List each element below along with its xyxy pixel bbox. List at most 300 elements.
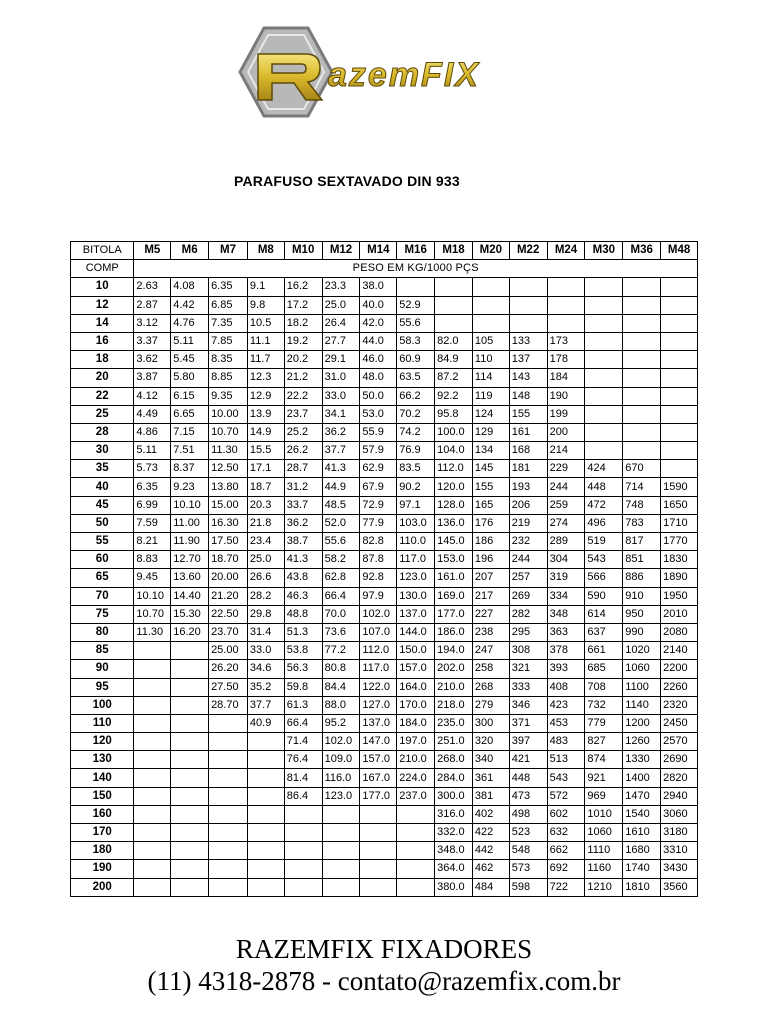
table-row bbox=[71, 460, 698, 478]
weight-cell: 12.50 bbox=[209, 460, 248, 478]
weight-cell bbox=[171, 696, 209, 714]
weight-cell: 8.85 bbox=[209, 369, 248, 387]
length-cell: 200 bbox=[71, 878, 134, 896]
weight-cell: 177.0 bbox=[435, 605, 473, 623]
weight-cell: 2200 bbox=[661, 660, 698, 678]
weight-cell: 210.0 bbox=[397, 751, 435, 769]
weight-cell: 334 bbox=[547, 587, 585, 605]
weight-cell: 97.1 bbox=[397, 496, 435, 514]
weight-cell: 26.20 bbox=[209, 660, 248, 678]
weight-cell: 2140 bbox=[661, 642, 698, 660]
weight-cell bbox=[585, 423, 623, 441]
weight-cell: 199 bbox=[547, 405, 585, 423]
weight-cell: 421 bbox=[509, 751, 547, 769]
weight-cell: 11.90 bbox=[171, 533, 209, 551]
weight-cell: 19.2 bbox=[284, 332, 322, 350]
weight-cell: 573 bbox=[509, 860, 547, 878]
weight-cell bbox=[209, 769, 248, 787]
weight-cell: 295 bbox=[509, 623, 547, 641]
weight-cell: 269 bbox=[509, 587, 547, 605]
length-cell: 14 bbox=[71, 314, 134, 332]
weight-cell: 26.2 bbox=[284, 442, 322, 460]
weight-cell: 8.21 bbox=[134, 533, 171, 551]
weight-cell: 21.2 bbox=[284, 369, 322, 387]
table-row bbox=[71, 878, 698, 896]
weight-cell: 178 bbox=[547, 351, 585, 369]
weight-cell: 100.0 bbox=[435, 423, 473, 441]
weight-cell: 282 bbox=[509, 605, 547, 623]
weight-cell: 147.0 bbox=[360, 733, 397, 751]
weight-cell: 167.0 bbox=[360, 769, 397, 787]
weight-cell bbox=[171, 733, 209, 751]
weight-cell: 498 bbox=[509, 805, 547, 823]
weight-cell: 66.4 bbox=[284, 714, 322, 732]
weight-cell bbox=[171, 751, 209, 769]
weight-cell: 28.2 bbox=[247, 587, 284, 605]
weight-cell: 73.6 bbox=[322, 623, 360, 641]
length-cell: 150 bbox=[71, 787, 134, 805]
weight-cell: 5.11 bbox=[134, 442, 171, 460]
weight-cell: 84.4 bbox=[322, 678, 360, 696]
weight-cell bbox=[171, 805, 209, 823]
weight-cell: 48.8 bbox=[284, 605, 322, 623]
comp-row bbox=[71, 260, 698, 278]
weight-cell: 15.00 bbox=[209, 496, 248, 514]
bitola-header: BITOLA bbox=[71, 242, 134, 260]
weight-cell bbox=[134, 878, 171, 896]
weight-cell: 164.0 bbox=[397, 678, 435, 696]
weight-cell: 1680 bbox=[623, 842, 661, 860]
weight-cell: 637 bbox=[585, 623, 623, 641]
weight-cell: 235.0 bbox=[435, 714, 473, 732]
weight-cell: 6.99 bbox=[134, 496, 171, 514]
weight-cell: 102.0 bbox=[322, 733, 360, 751]
weight-cell: 247 bbox=[472, 642, 509, 660]
table-row bbox=[71, 842, 698, 860]
weight-cell: 969 bbox=[585, 787, 623, 805]
weight-cell: 137.0 bbox=[360, 714, 397, 732]
weight-cell: 5.11 bbox=[171, 332, 209, 350]
table-row bbox=[71, 860, 698, 878]
weight-cell bbox=[322, 824, 360, 842]
length-cell: 22 bbox=[71, 387, 134, 405]
weight-cell: 155 bbox=[509, 405, 547, 423]
weight-cell: 9.8 bbox=[247, 296, 284, 314]
length-cell: 110 bbox=[71, 714, 134, 732]
weight-cell: 112.0 bbox=[435, 460, 473, 478]
column-header: M10 bbox=[284, 242, 322, 260]
weight-cell: 128.0 bbox=[435, 496, 473, 514]
weight-cell: 685 bbox=[585, 660, 623, 678]
weight-cell: 18.7 bbox=[247, 478, 284, 496]
weight-cell bbox=[209, 751, 248, 769]
weight-cell: 1610 bbox=[623, 824, 661, 842]
weight-cell bbox=[209, 787, 248, 805]
weight-cell: 76.9 bbox=[397, 442, 435, 460]
weight-cell: 15.5 bbox=[247, 442, 284, 460]
weight-cell: 2570 bbox=[661, 733, 698, 751]
weight-cell: 41.3 bbox=[322, 460, 360, 478]
weight-cell: 300 bbox=[472, 714, 509, 732]
weight-cell bbox=[171, 678, 209, 696]
weight-cell: 9.23 bbox=[171, 478, 209, 496]
weight-cell: 227 bbox=[472, 605, 509, 623]
weight-cell: 77.9 bbox=[360, 514, 397, 532]
weight-cell: 874 bbox=[585, 751, 623, 769]
weight-cell bbox=[397, 860, 435, 878]
weight-cell: 316.0 bbox=[435, 805, 473, 823]
weight-cell: 200 bbox=[547, 423, 585, 441]
weight-cell: 238 bbox=[472, 623, 509, 641]
weight-cell: 2820 bbox=[661, 769, 698, 787]
weight-cell: 17.2 bbox=[284, 296, 322, 314]
weight-cell: 1470 bbox=[623, 787, 661, 805]
column-header: M8 bbox=[247, 242, 284, 260]
weight-cell: 1590 bbox=[661, 478, 698, 496]
weight-cell: 194.0 bbox=[435, 642, 473, 660]
weight-cell: 196 bbox=[472, 551, 509, 569]
weight-cell bbox=[209, 824, 248, 842]
weight-cell: 37.7 bbox=[247, 696, 284, 714]
weight-cell: 8.83 bbox=[134, 551, 171, 569]
weight-cell: 58.3 bbox=[397, 332, 435, 350]
weight-cell bbox=[661, 314, 698, 332]
weight-cell: 190 bbox=[547, 387, 585, 405]
weight-cell: 26.6 bbox=[247, 569, 284, 587]
weight-cell: 134 bbox=[472, 442, 509, 460]
weight-cell bbox=[209, 733, 248, 751]
weight-cell: 1060 bbox=[623, 660, 661, 678]
length-cell: 28 bbox=[71, 423, 134, 441]
weight-cell: 6.65 bbox=[171, 405, 209, 423]
weight-cell: 92.8 bbox=[360, 569, 397, 587]
weight-cell: 110 bbox=[472, 351, 509, 369]
weight-cell: 119 bbox=[472, 387, 509, 405]
weight-cell bbox=[360, 860, 397, 878]
weight-cell: 186 bbox=[472, 533, 509, 551]
length-cell: 85 bbox=[71, 642, 134, 660]
weight-cell: 16.2 bbox=[284, 278, 322, 296]
weight-cell: 58.2 bbox=[322, 551, 360, 569]
table-row bbox=[71, 587, 698, 605]
weight-cell: 17.50 bbox=[209, 533, 248, 551]
weight-cell bbox=[623, 442, 661, 460]
weight-cell: 25.00 bbox=[209, 642, 248, 660]
column-header: M48 bbox=[661, 242, 698, 260]
weight-cell: 16.30 bbox=[209, 514, 248, 532]
weight-cell bbox=[134, 842, 171, 860]
weight-cell: 33.0 bbox=[322, 387, 360, 405]
weight-cell: 333 bbox=[509, 678, 547, 696]
weight-cell: 3430 bbox=[661, 860, 698, 878]
weight-cell: 1740 bbox=[623, 860, 661, 878]
weight-cell: 408 bbox=[547, 678, 585, 696]
table-row bbox=[71, 678, 698, 696]
weight-cell: 7.35 bbox=[209, 314, 248, 332]
weight-cell: 148 bbox=[509, 387, 547, 405]
weight-cell: 572 bbox=[547, 787, 585, 805]
weight-cell: 496 bbox=[585, 514, 623, 532]
weight-cell bbox=[134, 860, 171, 878]
column-header: M7 bbox=[209, 242, 248, 260]
weight-cell: 244 bbox=[509, 551, 547, 569]
weight-cell bbox=[472, 314, 509, 332]
weight-cell bbox=[472, 296, 509, 314]
length-cell: 10 bbox=[71, 278, 134, 296]
weight-cell: 748 bbox=[623, 496, 661, 514]
weight-cell bbox=[397, 805, 435, 823]
weight-cell: 82.8 bbox=[360, 533, 397, 551]
weight-cell: 123.0 bbox=[322, 787, 360, 805]
weight-cell: 52.9 bbox=[397, 296, 435, 314]
weight-cell: 34.6 bbox=[247, 660, 284, 678]
weight-cell: 257 bbox=[509, 569, 547, 587]
weight-cell: 70.0 bbox=[322, 605, 360, 623]
weight-cell: 56.3 bbox=[284, 660, 322, 678]
weight-cell: 10.70 bbox=[209, 423, 248, 441]
weight-cell: 14.40 bbox=[171, 587, 209, 605]
weight-cell: 50.0 bbox=[360, 387, 397, 405]
weight-cell: 442 bbox=[472, 842, 509, 860]
weight-cell: 16.20 bbox=[171, 623, 209, 641]
weight-cell: 20.3 bbox=[247, 496, 284, 514]
weight-cell: 20.2 bbox=[284, 351, 322, 369]
weight-cell: 109.0 bbox=[322, 751, 360, 769]
weight-cell: 462 bbox=[472, 860, 509, 878]
weight-cell bbox=[661, 442, 698, 460]
weight-cell: 513 bbox=[547, 751, 585, 769]
weight-cell bbox=[623, 296, 661, 314]
weight-cell bbox=[171, 842, 209, 860]
weight-cell: 670 bbox=[623, 460, 661, 478]
weight-cell: 2450 bbox=[661, 714, 698, 732]
length-cell: 60 bbox=[71, 551, 134, 569]
length-cell: 95 bbox=[71, 678, 134, 696]
length-cell: 45 bbox=[71, 496, 134, 514]
weight-cell: 123.0 bbox=[397, 569, 435, 587]
weight-cell: 3310 bbox=[661, 842, 698, 860]
table-body bbox=[71, 242, 698, 897]
weight-cell: 4.08 bbox=[171, 278, 209, 296]
weight-cell bbox=[171, 824, 209, 842]
weight-cell bbox=[397, 878, 435, 896]
weight-cell: 274 bbox=[547, 514, 585, 532]
weight-cell: 20.00 bbox=[209, 569, 248, 587]
weight-cell: 52.0 bbox=[322, 514, 360, 532]
length-cell: 190 bbox=[71, 860, 134, 878]
weight-cell: 2940 bbox=[661, 787, 698, 805]
weight-cell: 10.00 bbox=[209, 405, 248, 423]
weight-cell bbox=[247, 860, 284, 878]
column-header: M6 bbox=[171, 242, 209, 260]
weight-cell: 150.0 bbox=[397, 642, 435, 660]
weight-cell bbox=[209, 714, 248, 732]
weight-cell: 1200 bbox=[623, 714, 661, 732]
weight-cell: 36.2 bbox=[322, 423, 360, 441]
table-row bbox=[71, 824, 698, 842]
weight-cell bbox=[134, 751, 171, 769]
weight-cell bbox=[134, 714, 171, 732]
table-row bbox=[71, 605, 698, 623]
weight-cell: 483 bbox=[547, 733, 585, 751]
weight-cell: 10.70 bbox=[134, 605, 171, 623]
weight-cell bbox=[247, 769, 284, 787]
weight-cell bbox=[209, 842, 248, 860]
weight-cell bbox=[585, 369, 623, 387]
weight-cell: 732 bbox=[585, 696, 623, 714]
weight-cell: 348.0 bbox=[435, 842, 473, 860]
table-row bbox=[71, 496, 698, 514]
weight-cell bbox=[623, 423, 661, 441]
weight-cell: 2080 bbox=[661, 623, 698, 641]
weight-cell: 268 bbox=[472, 678, 509, 696]
weight-cell: 1010 bbox=[585, 805, 623, 823]
weight-cell: 661 bbox=[585, 642, 623, 660]
weight-cell: 289 bbox=[547, 533, 585, 551]
weight-cell bbox=[585, 278, 623, 296]
weight-cell: 519 bbox=[585, 533, 623, 551]
table-row bbox=[71, 660, 698, 678]
weight-cell: 28.70 bbox=[209, 696, 248, 714]
weight-cell: 107.0 bbox=[360, 623, 397, 641]
weight-cell bbox=[247, 878, 284, 896]
weight-cell bbox=[322, 842, 360, 860]
weight-cell: 484 bbox=[472, 878, 509, 896]
weight-cell: 60.9 bbox=[397, 351, 435, 369]
length-cell: 30 bbox=[71, 442, 134, 460]
weight-cell: 206 bbox=[509, 496, 547, 514]
weight-cell: 137.0 bbox=[397, 605, 435, 623]
weight-cell bbox=[134, 660, 171, 678]
weight-cell: 31.4 bbox=[247, 623, 284, 641]
weight-cell: 268.0 bbox=[435, 751, 473, 769]
weight-cell: 97.9 bbox=[360, 587, 397, 605]
weight-cell bbox=[322, 805, 360, 823]
weight-cell: 5.73 bbox=[134, 460, 171, 478]
weight-cell: 402 bbox=[472, 805, 509, 823]
weight-cell: 21.20 bbox=[209, 587, 248, 605]
weight-cell: 48.5 bbox=[322, 496, 360, 514]
weight-cell: 143 bbox=[509, 369, 547, 387]
weight-cell: 279 bbox=[472, 696, 509, 714]
weight-cell: 237.0 bbox=[397, 787, 435, 805]
weight-cell: 81.4 bbox=[284, 769, 322, 787]
weight-cell bbox=[134, 805, 171, 823]
weight-cell: 251.0 bbox=[435, 733, 473, 751]
weight-cell: 29.1 bbox=[322, 351, 360, 369]
weight-cell bbox=[661, 351, 698, 369]
weight-cell bbox=[134, 769, 171, 787]
weight-cell: 779 bbox=[585, 714, 623, 732]
weight-cell: 229 bbox=[547, 460, 585, 478]
weight-cell bbox=[171, 860, 209, 878]
length-cell: 80 bbox=[71, 623, 134, 641]
weight-cell: 74.2 bbox=[397, 423, 435, 441]
weight-cell bbox=[623, 405, 661, 423]
weight-cell: 207 bbox=[472, 569, 509, 587]
table-row bbox=[71, 642, 698, 660]
header-row bbox=[71, 242, 698, 260]
column-header: M24 bbox=[547, 242, 585, 260]
weight-cell: 692 bbox=[547, 860, 585, 878]
weight-cell: 124 bbox=[472, 405, 509, 423]
weight-cell bbox=[623, 314, 661, 332]
weight-cell bbox=[623, 278, 661, 296]
weight-cell: 117.0 bbox=[397, 551, 435, 569]
weight-cell: 453 bbox=[547, 714, 585, 732]
weight-cell: 33.7 bbox=[284, 496, 322, 514]
weight-cell bbox=[209, 878, 248, 896]
column-header: M36 bbox=[623, 242, 661, 260]
weight-cell: 6.85 bbox=[209, 296, 248, 314]
weight-cell: 714 bbox=[623, 478, 661, 496]
weight-cell: 116.0 bbox=[322, 769, 360, 787]
weight-cell: 95.2 bbox=[322, 714, 360, 732]
weight-cell bbox=[509, 278, 547, 296]
weight-cell bbox=[509, 296, 547, 314]
table-row bbox=[71, 551, 698, 569]
weight-cell: 11.00 bbox=[171, 514, 209, 532]
weight-cell: 157.0 bbox=[360, 751, 397, 769]
weight-cell: 102.0 bbox=[360, 605, 397, 623]
weight-cell: 105 bbox=[472, 332, 509, 350]
length-cell: 160 bbox=[71, 805, 134, 823]
weight-cell: 11.1 bbox=[247, 332, 284, 350]
weight-cell: 137 bbox=[509, 351, 547, 369]
weight-cell: 37.7 bbox=[322, 442, 360, 460]
weight-cell: 4.49 bbox=[134, 405, 171, 423]
weight-cell bbox=[623, 351, 661, 369]
weight-cell: 14.9 bbox=[247, 423, 284, 441]
weight-cell bbox=[585, 387, 623, 405]
weight-cell bbox=[661, 387, 698, 405]
table-row bbox=[71, 278, 698, 296]
weight-cell: 70.2 bbox=[397, 405, 435, 423]
weight-cell: 92.2 bbox=[435, 387, 473, 405]
weight-cell: 472 bbox=[585, 496, 623, 514]
weight-cell: 186.0 bbox=[435, 623, 473, 641]
weight-cell: 31.0 bbox=[322, 369, 360, 387]
weight-cell: 193 bbox=[509, 478, 547, 496]
weight-cell: 2.87 bbox=[134, 296, 171, 314]
weight-cell: 6.15 bbox=[171, 387, 209, 405]
weight-cell: 632 bbox=[547, 824, 585, 842]
weight-cell bbox=[661, 405, 698, 423]
weight-cell: 35.2 bbox=[247, 678, 284, 696]
weight-cell: 55.6 bbox=[322, 533, 360, 551]
weight-cell: 11.30 bbox=[209, 442, 248, 460]
weight-cell: 214 bbox=[547, 442, 585, 460]
weight-cell: 18.70 bbox=[209, 551, 248, 569]
length-cell: 16 bbox=[71, 332, 134, 350]
weight-cell: 6.35 bbox=[209, 278, 248, 296]
weight-cell: 10.10 bbox=[171, 496, 209, 514]
weight-cell: 165 bbox=[472, 496, 509, 514]
weight-cell bbox=[661, 369, 698, 387]
weight-cell: 7.15 bbox=[171, 423, 209, 441]
weight-cell: 232 bbox=[509, 533, 547, 551]
weight-cell: 320 bbox=[472, 733, 509, 751]
weight-cell bbox=[209, 860, 248, 878]
weight-cell: 145 bbox=[472, 460, 509, 478]
weight-cell: 1810 bbox=[623, 878, 661, 896]
weight-cell: 423 bbox=[547, 696, 585, 714]
weight-cell: 827 bbox=[585, 733, 623, 751]
weight-cell: 424 bbox=[585, 460, 623, 478]
weight-cell bbox=[284, 805, 322, 823]
weight-cell bbox=[247, 824, 284, 842]
document-title: PARAFUSO SEXTAVADO DIN 933 bbox=[234, 173, 460, 189]
